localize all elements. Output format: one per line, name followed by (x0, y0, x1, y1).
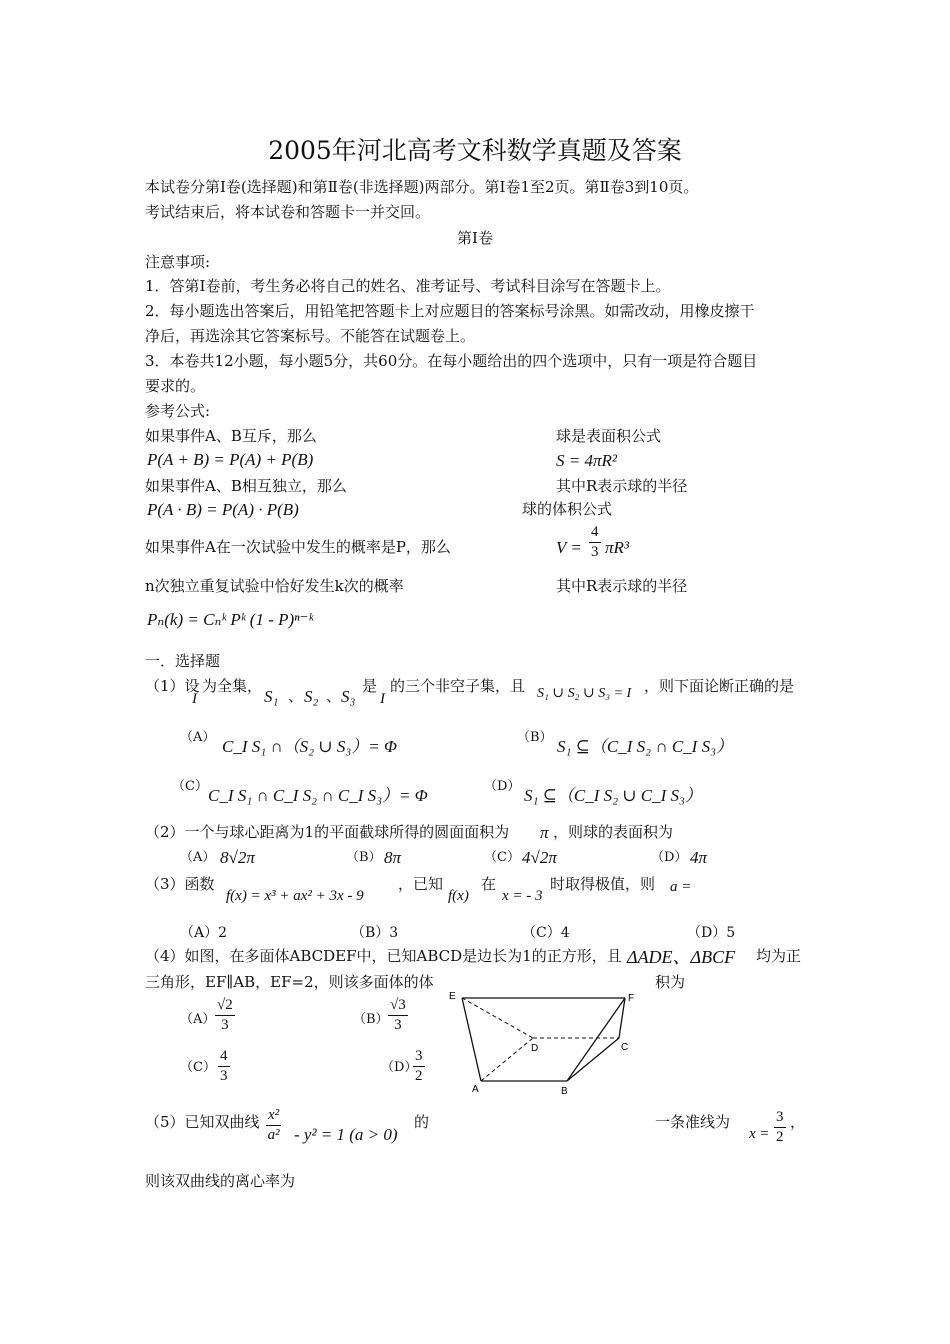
q4-a-label: （A） (180, 1012, 216, 1027)
q4-a-num: √2 (215, 998, 235, 1016)
volume-lhs: V = (556, 538, 582, 557)
formula-exclusive: P(A + B) = P(A) + P(B) (147, 450, 314, 469)
q2-d-label: （D） (651, 850, 688, 865)
q1-option-c-label: （C） (172, 779, 208, 794)
q4-b-label: （B） (353, 1012, 389, 1027)
volume-num: 4 (589, 525, 601, 543)
q3-option-a: （A）2 (180, 925, 228, 941)
q4-line-2: 三角形，EF∥AB，EF=2，则该多面体的体 (145, 973, 434, 991)
q1-I-1: I (192, 691, 197, 707)
note-3a: 3．本卷共12小题，每小题5分，共60分。在每小题给出的四个选项中，只有一项是符合题目 (145, 352, 758, 370)
q3-option-b: （B）3 (351, 925, 399, 941)
volume-den: 3 (591, 544, 599, 560)
q5-text-b: 一条准线为 (655, 1113, 731, 1131)
q4-d-fraction (413, 1049, 425, 1084)
q1-option-d: S₁ ⊆（C_I S₂ ∪ C_I S₃） (524, 786, 702, 805)
label-e: E (449, 991, 456, 1002)
q2-text: （2）一个与球心距离为1的平面截球所得的圆面面积为 (145, 823, 510, 841)
note-3b: 要求的。 (145, 377, 206, 395)
q3-f: f(x) (448, 888, 469, 904)
q4-d-den: 2 (415, 1068, 423, 1084)
q5-num: 3 (774, 1110, 786, 1128)
q1-s2: S₂ (304, 687, 319, 706)
sphere-volume-text: 球的体积公式 (522, 500, 613, 518)
q4-c-label: （C） (180, 1060, 216, 1075)
q3-text-b: ，已知 (398, 875, 444, 893)
q2-a: 8√2π (220, 848, 255, 867)
q4-line-2b: 积为 (655, 973, 686, 991)
q5-directrix-fraction (774, 1110, 786, 1145)
q1-union: S₁ ∪ S₂ ∪ S₃ = I (537, 686, 632, 701)
q2-c: 4√2π (522, 848, 557, 867)
q4-c-num: 4 (218, 1049, 230, 1067)
q2-b: 8π (384, 848, 402, 867)
q1-option-b-label: （B） (517, 730, 553, 745)
q3-option-c: （C）4 (522, 925, 570, 941)
polyhedron-figure (445, 988, 645, 1098)
q1-sep-1: 、 (288, 687, 304, 705)
q5-den: 2 (776, 1129, 784, 1145)
q5-fraction (266, 1108, 281, 1143)
q4-a-den: 3 (221, 1017, 229, 1033)
formula-independent-text: 如果事件A、B相互独立，那么 (145, 477, 347, 495)
formula-ntrials-text: n次独立重复试验中恰好发生k次的概率 (145, 577, 404, 595)
label-d: D (531, 1043, 539, 1054)
note-2a: 2．每小题选出答案后，用铅笔把答题卡上对应题目的答案标号涂黑。如需改动，用橡皮擦干 (145, 302, 755, 320)
q2-pi: π (540, 823, 549, 842)
q1-s1: S₁ (264, 687, 279, 706)
page-title: 2005年河北高考文科数学真题及答案 (268, 136, 682, 165)
q5-hyperbola-rest: - y² = 1 (a > 0) (294, 1125, 398, 1144)
formula-independent: P(A · B) = P(A) · P(B) (147, 500, 299, 519)
q4-d-label: （D） (381, 1060, 418, 1075)
q1-text-c: 是 (362, 677, 378, 695)
q4-d-num: 3 (413, 1049, 425, 1067)
label-b: B (561, 1086, 568, 1097)
edge-ad (481, 1038, 533, 1081)
intro-line-2: 考试结束后，将本试卷和答题卡一并交回。 (145, 203, 431, 221)
q1-option-a-label: （A） (180, 730, 216, 745)
q3-text-a: （3）函数 (145, 875, 215, 893)
q1-text-d: 的三个非空子集，且 (390, 677, 526, 695)
q2-b-label: （B） (346, 850, 382, 865)
formulas-heading: 参考公式: (145, 402, 211, 420)
part-one-heading: 一．选择题 (145, 652, 221, 670)
label-c: C (621, 1042, 629, 1053)
q4-b-fraction (388, 998, 408, 1033)
sphere-area-formula: S = 4πR² (556, 451, 617, 470)
q5-a2: a² (267, 1127, 280, 1143)
q4-text-a: （4）如图，在多面体ABCDEF中，已知ABCD是边长为1的正方形，且 (145, 947, 622, 965)
q1-s3: S₃ (341, 687, 356, 706)
note-2b: 净后，再选涂其它答案标号。不能答在试题卷上。 (145, 327, 476, 345)
q3-option-d: （D）5 (687, 925, 736, 941)
q2-text-2: ，则球的表面积为 (553, 823, 674, 841)
q3-text-d: 时取得极值，则 (550, 875, 656, 893)
q3-function: f(x) = x³ + ax² + 3x - 9 (226, 888, 364, 904)
q1-text-a: （1）设 (145, 677, 200, 695)
q1-option-a: C_I S₁ ∩（S₂ ∪ S₃）= Φ (222, 737, 397, 756)
note-1: 1．答第Ⅰ卷前，考生务必将自己的姓名、准考证号、考试科目涂写在答题卡上。 (145, 277, 671, 295)
formula-exclusive-text: 如果事件A、B互斥，那么 (145, 427, 317, 445)
q3-text-c: 在 (481, 875, 497, 893)
q1-text-e: ，则下面论断正确的是 (644, 677, 795, 695)
volume-rhs: πR³ (605, 538, 629, 557)
q1-text-b: 为全集， (202, 677, 263, 695)
q4-text-b: 均为正 (756, 947, 802, 965)
q1-option-c: C_I S₁ ∩ C_I S₂ ∩ C_I S₃）= Φ (208, 786, 428, 805)
q5-x2: x² (266, 1108, 281, 1126)
q5-comma: ， (790, 1113, 806, 1131)
q5-x-eq: x = (749, 1126, 770, 1142)
q3-a-eq: a = (670, 879, 692, 895)
q4-c-den: 3 (220, 1068, 228, 1084)
radius-note-2: 其中R表示球的半径 (556, 577, 688, 595)
label-f: F (628, 993, 635, 1004)
q1-sep-2: 、 (326, 687, 342, 705)
q2-a-label: （A） (180, 850, 216, 865)
radius-note-1: 其中R表示球的半径 (556, 477, 688, 495)
q4-b-den: 3 (394, 1017, 402, 1033)
q5-line-2: 则该双曲线的离心率为 (145, 1172, 296, 1190)
q4-a-fraction (215, 998, 235, 1033)
volume-fraction (589, 525, 601, 560)
q4-c-fraction (218, 1049, 230, 1084)
edge-fc (619, 998, 625, 1038)
section-title: 第Ⅰ卷 (457, 229, 493, 247)
q3-x: x = - 3 (502, 888, 543, 904)
q1-option-b: S₁ ⊆（C_I S₂ ∩ C_I S₃） (557, 737, 734, 756)
q1-I-2: I (380, 691, 385, 707)
notes-heading: 注意事项: (145, 253, 211, 271)
sphere-area-text: 球是表面积公式 (556, 427, 662, 445)
edge-ed (462, 998, 533, 1038)
q5-de: 的 (414, 1113, 430, 1131)
q1-option-d-label: （D） (484, 779, 521, 794)
q2-c-label: （C） (484, 850, 520, 865)
q5-text-a: （5）已知双曲线 (145, 1113, 260, 1131)
q4-triangles: ΔADE、ΔBCF (627, 947, 736, 967)
label-a: A (472, 1084, 479, 1095)
q4-b-num: √3 (388, 998, 408, 1016)
formula-binomial: Pₙ(k) = Cₙᵏ Pᵏ (1 - P)ⁿ⁻ᵏ (147, 610, 314, 629)
q2-d: 4π (690, 848, 708, 867)
edge-ea (462, 998, 481, 1081)
formula-prob-text: 如果事件A在一次试验中发生的概率是P，那么 (145, 538, 451, 556)
intro-line-1: 本试卷分第Ⅰ卷(选择题)和第Ⅱ卷(非选择题)两部分。第Ⅰ卷1至2页。第Ⅱ卷3到10页。 (145, 178, 699, 196)
